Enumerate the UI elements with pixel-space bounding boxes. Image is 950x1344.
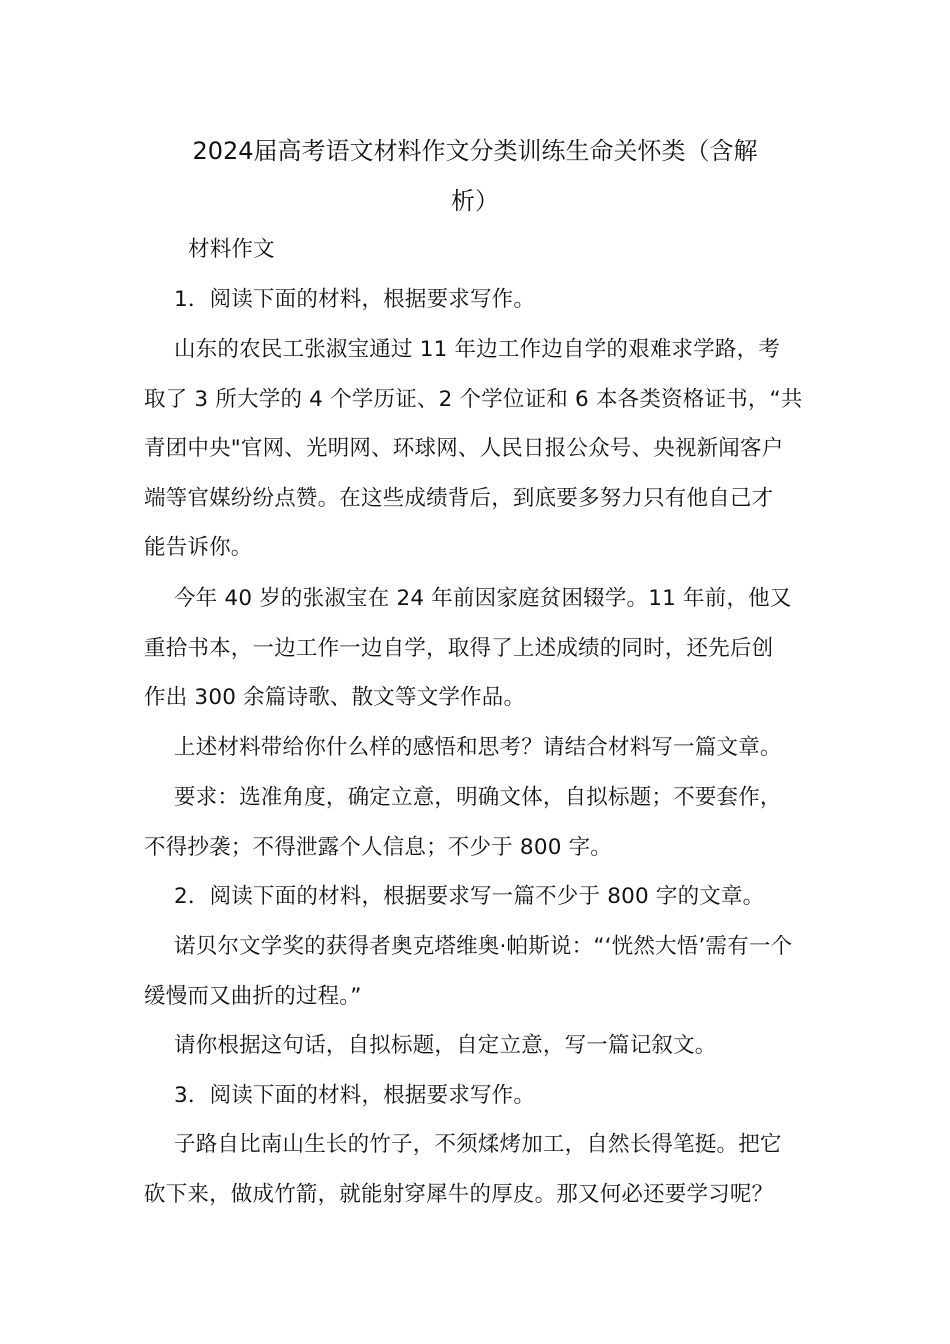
- paragraph-line: 缓慢而又曲折的过程。”: [144, 983, 362, 1009]
- prompt-paragraph: [144, 1021, 806, 1071]
- material-paragraph: [144, 574, 806, 723]
- requirements-paragraph: [144, 773, 806, 872]
- paragraph-line: 上述材料带给你什么样的感悟和思考？请结合材料写一篇文章。: [174, 735, 782, 760]
- paragraph-line: 请你根据这句话，自拟标题，自定立意，写一篇记叙文。: [174, 1033, 717, 1058]
- paragraph-line: 2．阅读下面的材料，根据要求写一篇不少于 800 字的文章。: [174, 884, 765, 909]
- paragraph-line: 子路自比南山生长的竹子，不须煣烤加工，自然长得笔挺。把它: [174, 1132, 782, 1157]
- paragraph-line: 端等官媒纷纷点赞。在这些成绩背后，到底要多努力只有他自己才: [144, 485, 774, 511]
- paragraph-line: 要求：选准角度，确定立意，明确文体，自拟标题；不要套作，: [174, 785, 782, 810]
- paragraph-line: 不得抄袭；不得泄露个人信息；不少于 800 字。: [144, 834, 613, 860]
- paragraph-line: 3．阅读下面的材料，根据要求写作。: [174, 1083, 536, 1108]
- section-heading: 材料作文: [188, 237, 275, 262]
- paragraph-line: 砍下来，做成竹箭，就能射穿犀牛的厚皮。那又何必还要学习呢？: [144, 1181, 774, 1207]
- paragraph-line: 能告诉你。: [144, 535, 253, 561]
- paragraph-line: 山东的农民工张淑宝通过 11 年边工作边自学的艰难求学路，考: [174, 337, 781, 362]
- paragraph-line: 取了 3 所大学的 4 个学历证、2 个学位证和 6 本各类资格证书，“共: [144, 386, 803, 412]
- material-paragraph: [144, 1120, 806, 1219]
- paragraph-line: 作出 300 余篇诗歌、散文等文学作品。: [144, 685, 526, 711]
- paragraph-line: 1．阅读下面的材料，根据要求写作。: [174, 287, 536, 312]
- material-paragraph: [144, 325, 806, 573]
- material-paragraph: [144, 922, 806, 1021]
- document-title: [144, 126, 806, 226]
- paragraph-line: 重拾书本，一边工作一边自学，取得了上述成绩的同时，还先后创: [144, 635, 774, 661]
- paragraph-line: 诺贝尔文学奖的获得者奥克塔维奥·帕斯说：“‘恍然大悟’需有一个: [174, 934, 793, 959]
- paragraph-line: 青团中央"官网、光明网、环球网、人民日报公众号、央视新闻客户: [144, 436, 784, 462]
- prompt-paragraph: [144, 723, 806, 773]
- question-1-heading: [144, 275, 806, 325]
- title-line-2: 析）: [451, 187, 499, 215]
- paragraph-line: 今年 40 岁的张淑宝在 24 年前因家庭贫困辍学。11 年前，他又: [174, 586, 792, 611]
- title-line-1: 2024届高考语文材料作文分类训练生命关怀类（含解: [192, 137, 758, 165]
- question-3-heading: [144, 1071, 806, 1121]
- question-2-heading: [144, 872, 806, 922]
